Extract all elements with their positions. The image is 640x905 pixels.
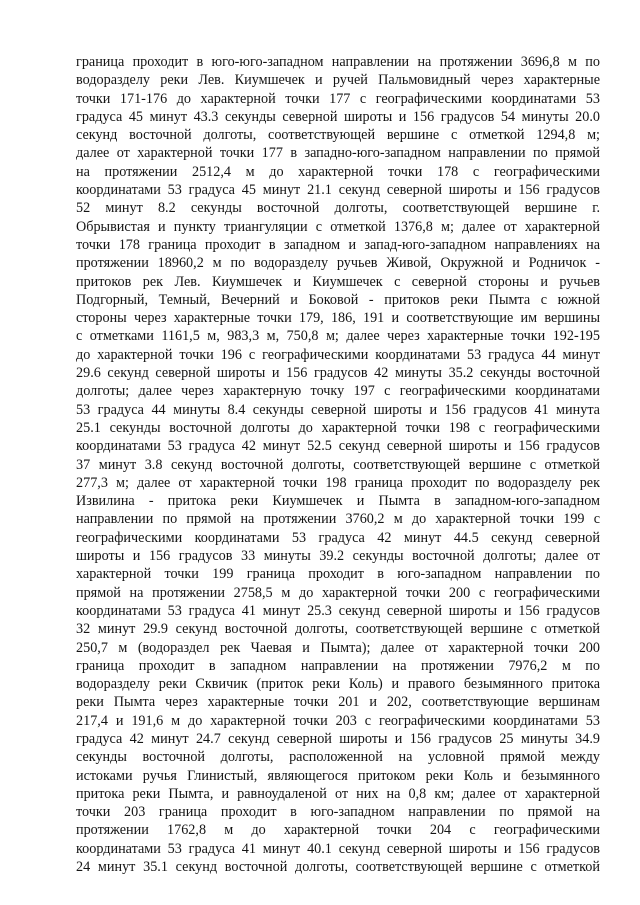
text-line: далее от характерной точки 177 в западно-юго-западном направлении по прямой bbox=[76, 145, 600, 162]
text-line: координатами 53 градуса 41 минут 25.3 секунд северной широты и 156 градусов bbox=[76, 602, 600, 619]
text-line: секунд восточной долготы, соответствующей вершине с отметкой 1294,8 м; bbox=[76, 127, 600, 144]
text-line: Обрывистая и пункту триангуляции с отметкой 1376,8 м; далее от характерной bbox=[76, 218, 600, 235]
text-line: секунды восточной долготы, расположенной на условной прямой между bbox=[76, 749, 600, 766]
text-line: с отметками 1161,5 м, 983,3 м, 750,8 м; далее через характерные точки 192-195 bbox=[76, 328, 600, 345]
text-line: водоразделу реки Лев. Киумшечек и ручей Пальмовидный через характерные bbox=[76, 72, 600, 89]
text-line: стороны через характерные точки 179, 186, 191 и соответствующие им вершины bbox=[76, 310, 600, 327]
text-line: протяжении 18960,2 м по водоразделу ручьев Живой, Окружной и Родничок - bbox=[76, 255, 600, 272]
text-line: 25.1 секунды восточной долготы до характерной точки 198 с географическими bbox=[76, 419, 600, 436]
body-text bbox=[76, 53, 600, 876]
text-line: граница проходит в юго-юго-западном направлении на протяжении 3696,8 м по bbox=[76, 54, 600, 70]
text-line: 37 минут 3.8 секунд восточной долготы, соответствующей вершине с отметкой bbox=[76, 456, 600, 473]
text-line: широты и 156 градусов 33 минуты 39.2 секунды восточной долготы; далее от bbox=[76, 548, 600, 565]
text-line: координатами 53 градуса 45 минут 21.1 секунд северной широты и 156 градусов bbox=[76, 182, 600, 199]
text-line: 217,4 и 191,6 м до характерной точки 203 с географическими координатами 53 bbox=[76, 712, 600, 729]
text-line: граница проходит в западном направлении на протяжении 7976,2 м по bbox=[76, 657, 600, 674]
text-line: притока реки Пымта, и равноудаленой от них на 0,8 км; далее от характерной bbox=[76, 785, 600, 802]
text-line: географическими координатами 53 градуса 42 минут 44.5 секунд северной bbox=[76, 529, 600, 546]
text-line: 250,7 м (водораздел рек Чаевая и Пымта); далее от характерной точки 200 bbox=[76, 639, 600, 656]
text-line: 277,3 м; далее от характерной точки 198 граница проходит по водоразделу рек bbox=[76, 474, 600, 491]
text-line: протяжении 1762,8 м до характерной точки 204 с географическими bbox=[76, 822, 600, 839]
text-line: водоразделу реки Сквичик (приток реки Коль) и правого безымянного притока bbox=[76, 676, 600, 693]
text-line: притоков рек Лев. Киумшечек и Киумшечек с северной стороны и ручьев bbox=[76, 273, 600, 290]
text-line: 53 градуса 44 минуты 8.4 секунды северной широты и 156 градусов 41 минута bbox=[76, 401, 600, 418]
text-line: координатами 53 градуса 42 минут 52.5 секунд северной широты и 156 градусов bbox=[76, 438, 600, 455]
text-line: точки 203 граница проходит в юго-западном направлении по прямой на bbox=[76, 804, 600, 821]
text-line: точки 178 граница проходит в западном и запад-юго-западном направлениях на bbox=[76, 236, 600, 253]
text-line: Извилина - притока реки Киумшечек и Пымта в западном-юго-западном bbox=[76, 493, 600, 510]
text-line: 29.6 секунд северной широты и 156 градусов 42 минуты 35.2 секунды восточной bbox=[76, 365, 600, 382]
text-line: 24 минут 35.1 секунд восточной долготы, соответствующей вершине с отметкой bbox=[76, 859, 600, 876]
text-line: до характерной точки 196 с географическими координатами 53 градуса 44 минут bbox=[76, 346, 600, 363]
text-line: прямой на протяжении 2758,5 м до характерной точки 200 с географическими bbox=[76, 584, 600, 601]
text-line: долготы; далее через характерную точку 197 с географическими координатами bbox=[76, 383, 600, 400]
text-line: точки 171-176 до характерной точки 177 с географическими координатами 53 bbox=[76, 90, 600, 107]
text-line: характерной точки 199 граница проходит в юго-западном направлении по bbox=[76, 566, 600, 583]
text-line: координатами 53 градуса 41 минут 40.1 секунд северной широты и 156 градусов bbox=[76, 840, 600, 857]
text-line: градуса 42 минут 24.7 секунд северной широты и 156 градусов 25 минуты 34.9 bbox=[76, 730, 600, 747]
text-line: истоками ручья Глинистый, являющегося притоком реки Коль и безымянного bbox=[76, 767, 600, 784]
text-line: 32 минут 29.9 секунд восточной долготы, соответствующей вершине с отметкой bbox=[76, 621, 600, 638]
text-line: реки Пымта через характерные точки 201 и 202, соответствующие вершинам bbox=[76, 694, 600, 711]
text-line: 52 минут 8.2 секунды восточной долготы, соответствующей вершине г. bbox=[76, 200, 600, 217]
text-line: направлении по прямой на протяжении 3760,2 м до характерной точки 199 с bbox=[76, 511, 600, 528]
text-line: градуса 45 минут 43.3 секунды северной широты и 156 градусов 54 минуты 20.0 bbox=[76, 108, 600, 125]
text-line: Подгорный, Темный, Вечерний и Боковой - притоков реки Пымта с южной bbox=[76, 291, 600, 308]
text-line: на протяжении 2512,4 м до характерной точки 178 с географическими bbox=[76, 163, 600, 180]
